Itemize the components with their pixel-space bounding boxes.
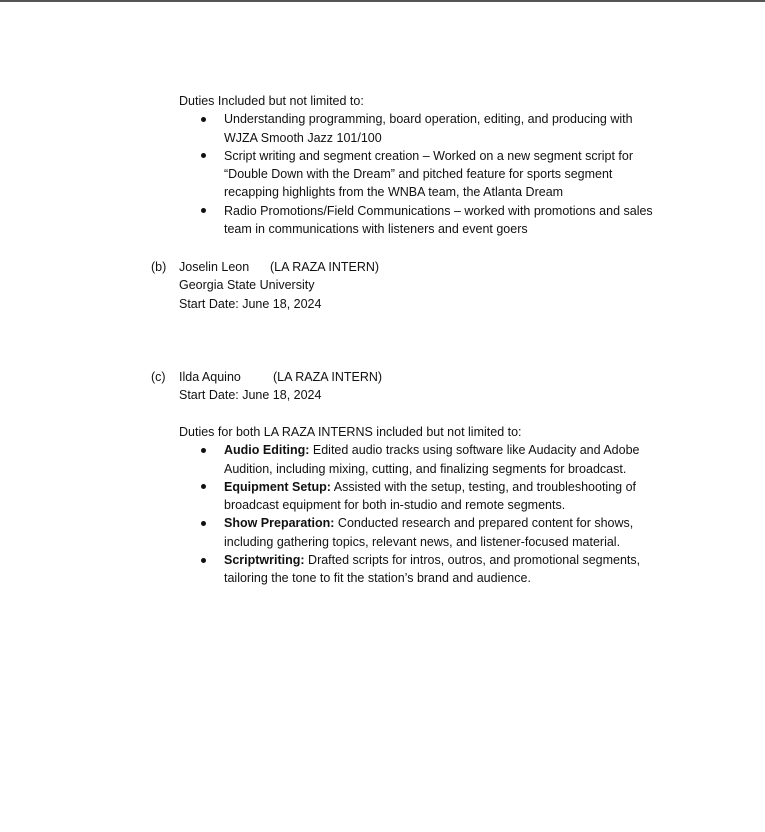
intern-name: Ilda Aquino — [179, 370, 241, 384]
intern-name: Joselin Leon — [179, 260, 250, 274]
list-item-line: tailoring the tone to fit the station’s brand and audience. — [224, 571, 531, 586]
entry-body — [179, 368, 679, 405]
list-item-line: Understanding programming, board operation, editing, and producing with — [224, 112, 633, 127]
duties-heading: Duties Included but not limited to: — [179, 94, 364, 108]
bullet-icon — [201, 448, 206, 453]
section-c-duties — [179, 423, 679, 588]
list-item-term: Audio Editing: — [224, 443, 310, 458]
bullet-icon — [201, 484, 206, 489]
list-item-line — [224, 551, 679, 569]
list-item-text: Drafted scripts for intros, outros, and promotional segments, — [304, 553, 641, 568]
list-item — [179, 441, 679, 478]
list-item-line: WJZA Smooth Jazz 101/100 — [224, 130, 382, 145]
bullet-icon — [201, 117, 206, 122]
list-item-term: Show Preparation: — [224, 516, 335, 531]
list-item — [179, 147, 679, 202]
list-item-line: “Double Down with the Dream” and pitched feature for sports segment — [224, 167, 613, 182]
bullet-icon — [201, 558, 206, 563]
list-item — [179, 514, 679, 551]
start-date: Start Date: June 18, 2024 — [179, 388, 322, 403]
list-item-line — [224, 441, 679, 459]
start-date: Start Date: June 18, 2024 — [179, 296, 322, 311]
list-item — [179, 551, 679, 588]
duties-heading: Duties for both LA RAZA INTERNS included but not limited to: — [179, 425, 522, 439]
duties-list — [179, 441, 679, 587]
list-item-line: Script writing and segment creation – Worked on a new segment script for — [224, 148, 633, 163]
list-item-term: Equipment Setup: — [224, 479, 331, 494]
list-item-line: recapping highlights from the WNBA team, the Atlanta Dream — [224, 185, 564, 200]
entry-marker: (c) — [151, 370, 166, 384]
list-item-line: team in communications with listeners and event goers — [224, 222, 528, 237]
entry-body — [179, 258, 679, 313]
list-item-term: Scriptwriting: — [224, 553, 305, 568]
list-item-text: Edited audio tracks using software like Audacity and Adobe — [309, 443, 640, 458]
bullet-icon — [201, 208, 206, 213]
list-item — [179, 202, 679, 239]
intern-role: (LA RAZA INTERN) — [273, 370, 383, 384]
list-item-line — [224, 478, 679, 496]
intern-name-line — [179, 368, 679, 386]
list-item-text: Conducted research and prepared content for shows, — [334, 516, 634, 531]
entry-marker: (b) — [151, 260, 167, 274]
bullet-icon — [201, 153, 206, 158]
list-item-line: including gathering topics, relevant news, and listener-focused material. — [224, 534, 621, 549]
intern-role: (LA RAZA INTERN) — [270, 260, 380, 274]
list-item-line: Radio Promotions/Field Communications – worked with promotions and sales — [224, 203, 653, 218]
list-item-line: broadcast equipment for both in-studio and remote segments. — [224, 498, 566, 513]
bullet-icon — [201, 521, 206, 526]
list-item-line — [224, 514, 679, 532]
list-item — [179, 478, 679, 515]
intern-name-line — [179, 258, 679, 276]
list-item-text: Assisted with the setup, testing, and troubleshooting of — [330, 479, 637, 494]
list-item — [179, 110, 679, 147]
duties-list — [179, 110, 679, 238]
list-item-line: Audition, including mixing, cutting, and finalizing segments for broadcast. — [224, 461, 627, 476]
intern-school: Georgia State University — [179, 278, 315, 293]
section-a — [179, 92, 679, 238]
